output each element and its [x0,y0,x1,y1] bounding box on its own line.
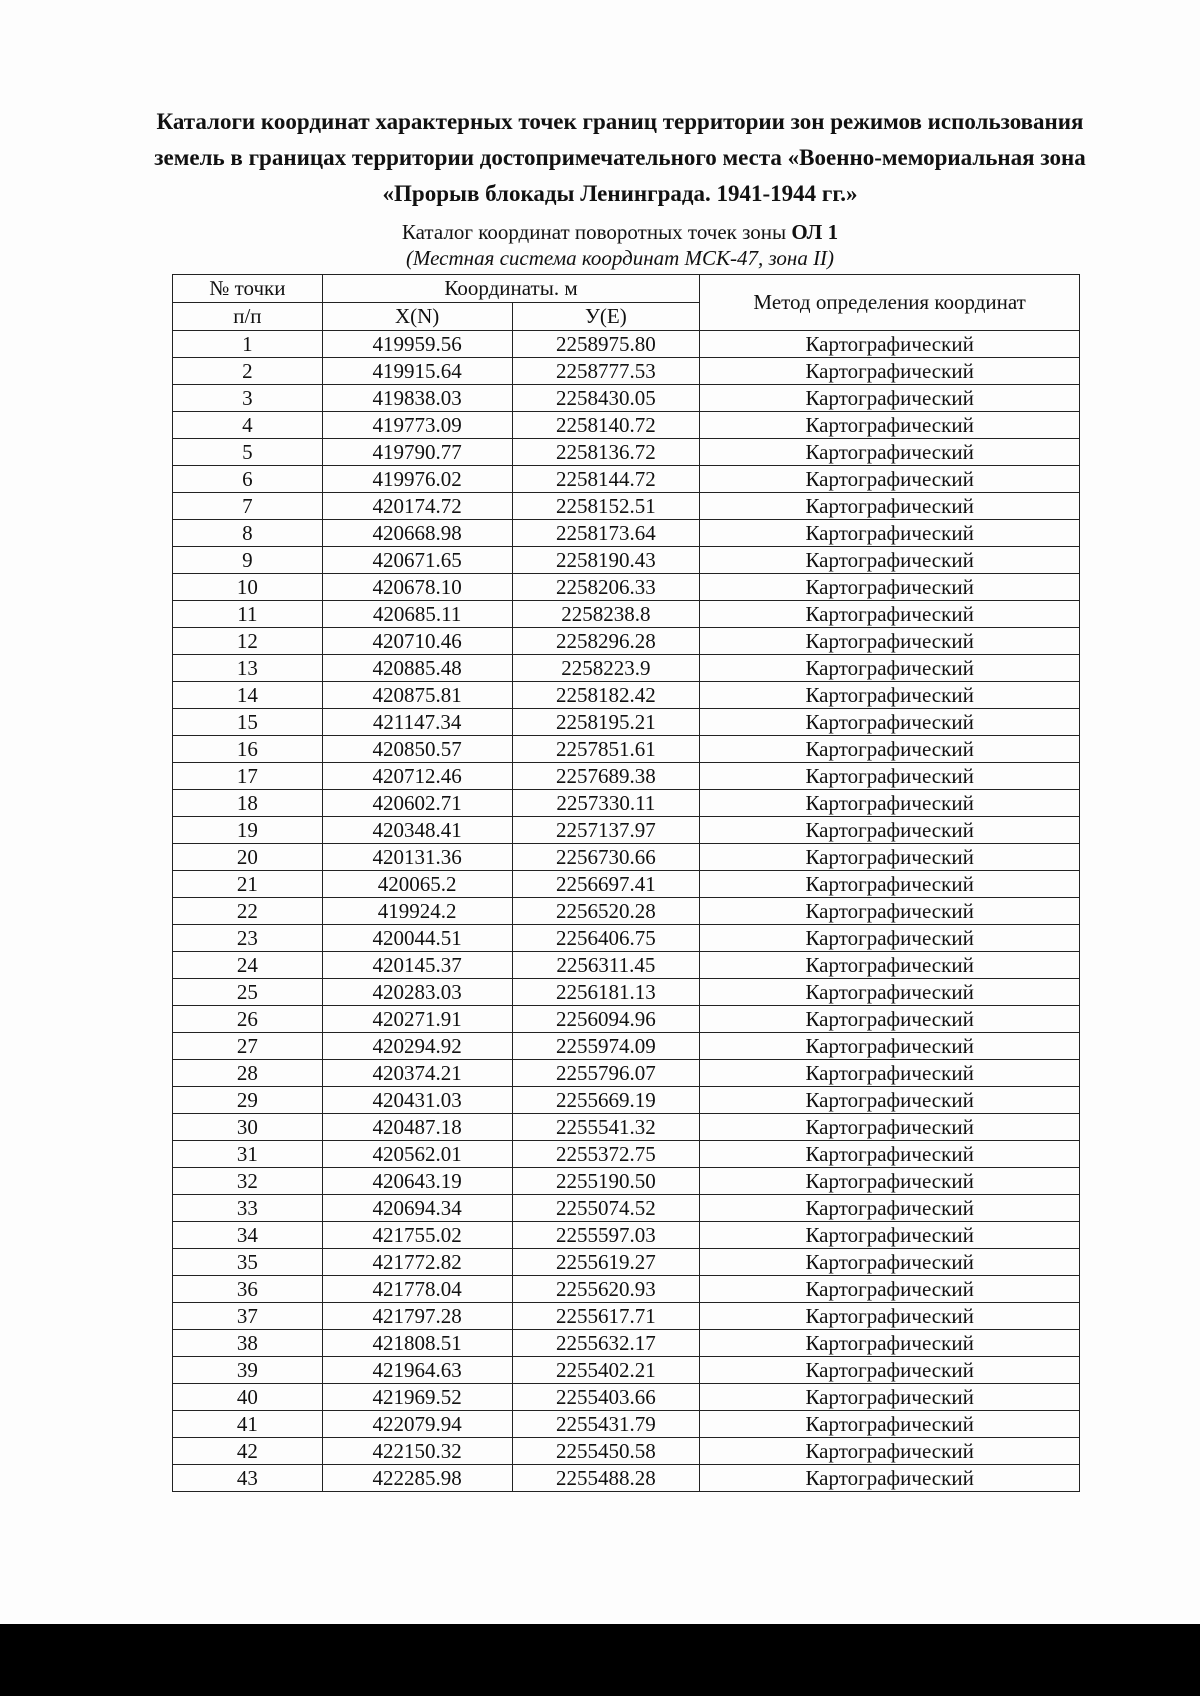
method-cell: Картографический [700,763,1080,790]
y-coordinate-cell: 2258182.42 [512,682,700,709]
point-number-cell: 29 [173,1087,323,1114]
x-coordinate-cell: 420271.91 [322,1006,512,1033]
method-cell: Картографический [700,655,1080,682]
method-cell: Картографический [700,547,1080,574]
y-coordinate-cell: 2258296.28 [512,628,700,655]
method-cell: Картографический [700,520,1080,547]
table-row [173,628,1080,655]
method-cell: Картографический [700,1384,1080,1411]
x-coordinate-cell: 420875.81 [322,682,512,709]
point-number-cell: 24 [173,952,323,979]
table-row [173,466,1080,493]
point-number-cell: 19 [173,817,323,844]
y-coordinate-cell: 2256406.75 [512,925,700,952]
table-row [173,520,1080,547]
method-cell: Картографический [700,1411,1080,1438]
x-coordinate-cell: 420694.34 [322,1195,512,1222]
point-number-cell: 23 [173,925,323,952]
table-row [173,1249,1080,1276]
x-coordinate-cell: 419790.77 [322,439,512,466]
point-number-cell: 21 [173,871,323,898]
method-cell: Картографический [700,628,1080,655]
y-coordinate-cell: 2256520.28 [512,898,700,925]
table-row [173,709,1080,736]
table-row [173,1276,1080,1303]
x-coordinate-cell: 420562.01 [322,1141,512,1168]
x-coordinate-cell: 421964.63 [322,1357,512,1384]
y-coordinate-cell: 2255620.93 [512,1276,700,1303]
x-coordinate-cell: 420283.03 [322,979,512,1006]
table-row [173,1357,1080,1384]
header-x: X(N) [322,303,512,331]
method-cell: Картографический [700,385,1080,412]
method-cell: Картографический [700,817,1080,844]
y-coordinate-cell: 2255372.75 [512,1141,700,1168]
point-number-cell: 14 [173,682,323,709]
y-coordinate-cell: 2255403.66 [512,1384,700,1411]
table-row [173,979,1080,1006]
point-number-cell: 28 [173,1060,323,1087]
method-cell: Картографический [700,790,1080,817]
x-coordinate-cell: 420487.18 [322,1114,512,1141]
point-number-cell: 40 [173,1384,323,1411]
y-coordinate-cell: 2255431.79 [512,1411,700,1438]
y-coordinate-cell: 2258206.33 [512,574,700,601]
y-coordinate-cell: 2258430.05 [512,385,700,412]
table-row [173,1303,1080,1330]
y-coordinate-cell: 2257689.38 [512,763,700,790]
table-row [173,1438,1080,1465]
point-number-cell: 41 [173,1411,323,1438]
table-row [173,1384,1080,1411]
table-row [173,925,1080,952]
y-coordinate-cell: 2258238.8 [512,601,700,628]
method-cell: Картографический [700,1114,1080,1141]
table-body [173,331,1080,1492]
y-coordinate-cell: 2257851.61 [512,736,700,763]
point-number-cell: 18 [173,790,323,817]
point-number-cell: 33 [173,1195,323,1222]
x-coordinate-cell: 420685.11 [322,601,512,628]
y-coordinate-cell: 2255632.17 [512,1330,700,1357]
point-number-cell: 13 [173,655,323,682]
point-number-cell: 31 [173,1141,323,1168]
x-coordinate-cell: 422150.32 [322,1438,512,1465]
method-cell: Картографический [700,331,1080,358]
table-row [173,1033,1080,1060]
y-coordinate-cell: 2258152.51 [512,493,700,520]
title-line: «Прорыв блокады Ленинграда. 1941-1944 гг.» [382,181,858,206]
point-number-cell: 34 [173,1222,323,1249]
table-row [173,682,1080,709]
y-coordinate-cell: 2255796.07 [512,1060,700,1087]
y-coordinate-cell: 2255074.52 [512,1195,700,1222]
point-number-cell: 39 [173,1357,323,1384]
y-coordinate-cell: 2255541.32 [512,1114,700,1141]
method-cell: Картографический [700,1141,1080,1168]
table-row [173,1222,1080,1249]
point-number-cell: 1 [173,331,323,358]
method-cell: Картографический [700,1438,1080,1465]
coordinates-table [172,274,1080,1492]
method-cell: Картографический [700,736,1080,763]
point-number-cell: 7 [173,493,323,520]
table-row [173,601,1080,628]
y-coordinate-cell: 2255488.28 [512,1465,700,1492]
point-number-cell: 38 [173,1330,323,1357]
method-cell: Картографический [700,844,1080,871]
y-coordinate-cell: 2255617.71 [512,1303,700,1330]
table-row [173,1411,1080,1438]
y-coordinate-cell: 2255669.19 [512,1087,700,1114]
point-number-cell: 15 [173,709,323,736]
table-row [173,817,1080,844]
point-number-cell: 12 [173,628,323,655]
point-number-cell: 37 [173,1303,323,1330]
x-coordinate-cell: 419838.03 [322,385,512,412]
table-row [173,331,1080,358]
table-row [173,952,1080,979]
method-cell: Картографический [700,601,1080,628]
y-coordinate-cell: 2258173.64 [512,520,700,547]
method-cell: Картографический [700,952,1080,979]
table-row [173,439,1080,466]
table-row [173,1141,1080,1168]
x-coordinate-cell: 420174.72 [322,493,512,520]
method-cell: Картографический [700,1303,1080,1330]
point-number-cell: 5 [173,439,323,466]
table-row [173,412,1080,439]
catalog-zone: ОЛ 1 [791,220,839,244]
header-coordinates: Координаты. м [322,275,699,303]
x-coordinate-cell: 421969.52 [322,1384,512,1411]
x-coordinate-cell: 419915.64 [322,358,512,385]
scan-bottom-edge [0,1624,1200,1696]
table-row [173,1087,1080,1114]
x-coordinate-cell: 419773.09 [322,412,512,439]
x-coordinate-cell: 421778.04 [322,1276,512,1303]
method-cell: Картографический [700,682,1080,709]
x-coordinate-cell: 420643.19 [322,1168,512,1195]
point-number-cell: 4 [173,412,323,439]
point-number-cell: 27 [173,1033,323,1060]
point-number-cell: 3 [173,385,323,412]
method-cell: Картографический [700,979,1080,1006]
y-coordinate-cell: 2258136.72 [512,439,700,466]
x-coordinate-cell: 420348.41 [322,817,512,844]
table-row [173,655,1080,682]
y-coordinate-cell: 2255619.27 [512,1249,700,1276]
x-coordinate-cell: 420145.37 [322,952,512,979]
table-row [173,736,1080,763]
header-y: У(E) [512,303,700,331]
x-coordinate-cell: 420131.36 [322,844,512,871]
method-cell: Картографический [700,574,1080,601]
table-row [173,1060,1080,1087]
table-row [173,547,1080,574]
y-coordinate-cell: 2257137.97 [512,817,700,844]
x-coordinate-cell: 422079.94 [322,1411,512,1438]
point-number-cell: 30 [173,1114,323,1141]
table-row [173,1006,1080,1033]
method-cell: Картографический [700,466,1080,493]
title-line: Каталоги координат характерных точек границ территории зон режимов использования [156,109,1084,134]
point-number-cell: 10 [173,574,323,601]
x-coordinate-cell: 420671.65 [322,547,512,574]
x-coordinate-cell: 421147.34 [322,709,512,736]
method-cell: Картографический [700,358,1080,385]
method-cell: Картографический [700,1006,1080,1033]
table-row [173,1168,1080,1195]
x-coordinate-cell: 421755.02 [322,1222,512,1249]
point-number-cell: 9 [173,547,323,574]
method-cell: Картографический [700,1168,1080,1195]
method-cell: Картографический [700,871,1080,898]
method-cell: Картографический [700,1033,1080,1060]
document-title [100,104,1140,212]
table-row [173,790,1080,817]
point-number-cell: 42 [173,1438,323,1465]
header-method: Метод определения координат [700,275,1080,331]
table-row [173,898,1080,925]
x-coordinate-cell: 419959.56 [322,331,512,358]
x-coordinate-cell: 420044.51 [322,925,512,952]
point-number-cell: 8 [173,520,323,547]
y-coordinate-cell: 2256697.41 [512,871,700,898]
table-row [173,493,1080,520]
point-number-cell: 22 [173,898,323,925]
x-coordinate-cell: 421797.28 [322,1303,512,1330]
y-coordinate-cell: 2255402.21 [512,1357,700,1384]
x-coordinate-cell: 422285.98 [322,1465,512,1492]
method-cell: Картографический [700,1060,1080,1087]
x-coordinate-cell: 420885.48 [322,655,512,682]
method-cell: Картографический [700,925,1080,952]
point-number-cell: 26 [173,1006,323,1033]
x-coordinate-cell: 420712.46 [322,763,512,790]
y-coordinate-cell: 2255597.03 [512,1222,700,1249]
y-coordinate-cell: 2258140.72 [512,412,700,439]
y-coordinate-cell: 2258190.43 [512,547,700,574]
point-number-cell: 11 [173,601,323,628]
x-coordinate-cell: 420294.92 [322,1033,512,1060]
method-cell: Картографический [700,439,1080,466]
table-row [173,871,1080,898]
x-coordinate-cell: 420678.10 [322,574,512,601]
table-row [173,1330,1080,1357]
x-coordinate-cell: 419924.2 [322,898,512,925]
method-cell: Картографический [700,493,1080,520]
y-coordinate-cell: 2256730.66 [512,844,700,871]
method-cell: Картографический [700,709,1080,736]
y-coordinate-cell: 2257330.11 [512,790,700,817]
point-number-cell: 35 [173,1249,323,1276]
method-cell: Картографический [700,1249,1080,1276]
x-coordinate-cell: 420065.2 [322,871,512,898]
point-number-cell: 17 [173,763,323,790]
x-coordinate-cell: 421808.51 [322,1330,512,1357]
point-number-cell: 32 [173,1168,323,1195]
x-coordinate-cell: 419976.02 [322,466,512,493]
x-coordinate-cell: 420710.46 [322,628,512,655]
point-number-cell: 2 [173,358,323,385]
y-coordinate-cell: 2255974.09 [512,1033,700,1060]
y-coordinate-cell: 2258777.53 [512,358,700,385]
y-coordinate-cell: 2258975.80 [512,331,700,358]
x-coordinate-cell: 420431.03 [322,1087,512,1114]
table-row [173,358,1080,385]
y-coordinate-cell: 2255190.50 [512,1168,700,1195]
method-cell: Картографический [700,898,1080,925]
method-cell: Картографический [700,1276,1080,1303]
catalog-title [160,219,1080,245]
header-point-no-sub: п/п [173,303,323,331]
header-point-no: № точки [173,275,323,303]
method-cell: Картографический [700,412,1080,439]
table-row [173,1195,1080,1222]
x-coordinate-cell: 420602.71 [322,790,512,817]
point-number-cell: 25 [173,979,323,1006]
table-row [173,1114,1080,1141]
method-cell: Картографический [700,1357,1080,1384]
y-coordinate-cell: 2258144.72 [512,466,700,493]
method-cell: Картографический [700,1087,1080,1114]
y-coordinate-cell: 2255450.58 [512,1438,700,1465]
x-coordinate-cell: 420668.98 [322,520,512,547]
y-coordinate-cell: 2256094.96 [512,1006,700,1033]
method-cell: Картографический [700,1330,1080,1357]
x-coordinate-cell: 421772.82 [322,1249,512,1276]
point-number-cell: 6 [173,466,323,493]
title-line: земель в границах территории достопримечательного места «Военно-мемориальная зона [154,145,1086,170]
point-number-cell: 36 [173,1276,323,1303]
x-coordinate-cell: 420374.21 [322,1060,512,1087]
catalog-title-prefix: Каталог координат поворотных точек зоны [401,220,792,244]
method-cell: Картографический [700,1195,1080,1222]
y-coordinate-cell: 2256311.45 [512,952,700,979]
table-row [173,574,1080,601]
table-row [173,385,1080,412]
method-cell: Картографический [700,1222,1080,1249]
y-coordinate-cell: 2258223.9 [512,655,700,682]
catalog-subtitle: (Местная система координат МСК-47, зона II) [405,246,835,270]
method-cell: Картографический [700,1465,1080,1492]
table-row [173,763,1080,790]
x-coordinate-cell: 420850.57 [322,736,512,763]
y-coordinate-cell: 2258195.21 [512,709,700,736]
table-row [173,1465,1080,1492]
point-number-cell: 43 [173,1465,323,1492]
catalog-heading [160,219,1080,271]
table-row [173,844,1080,871]
point-number-cell: 20 [173,844,323,871]
point-number-cell: 16 [173,736,323,763]
y-coordinate-cell: 2256181.13 [512,979,700,1006]
